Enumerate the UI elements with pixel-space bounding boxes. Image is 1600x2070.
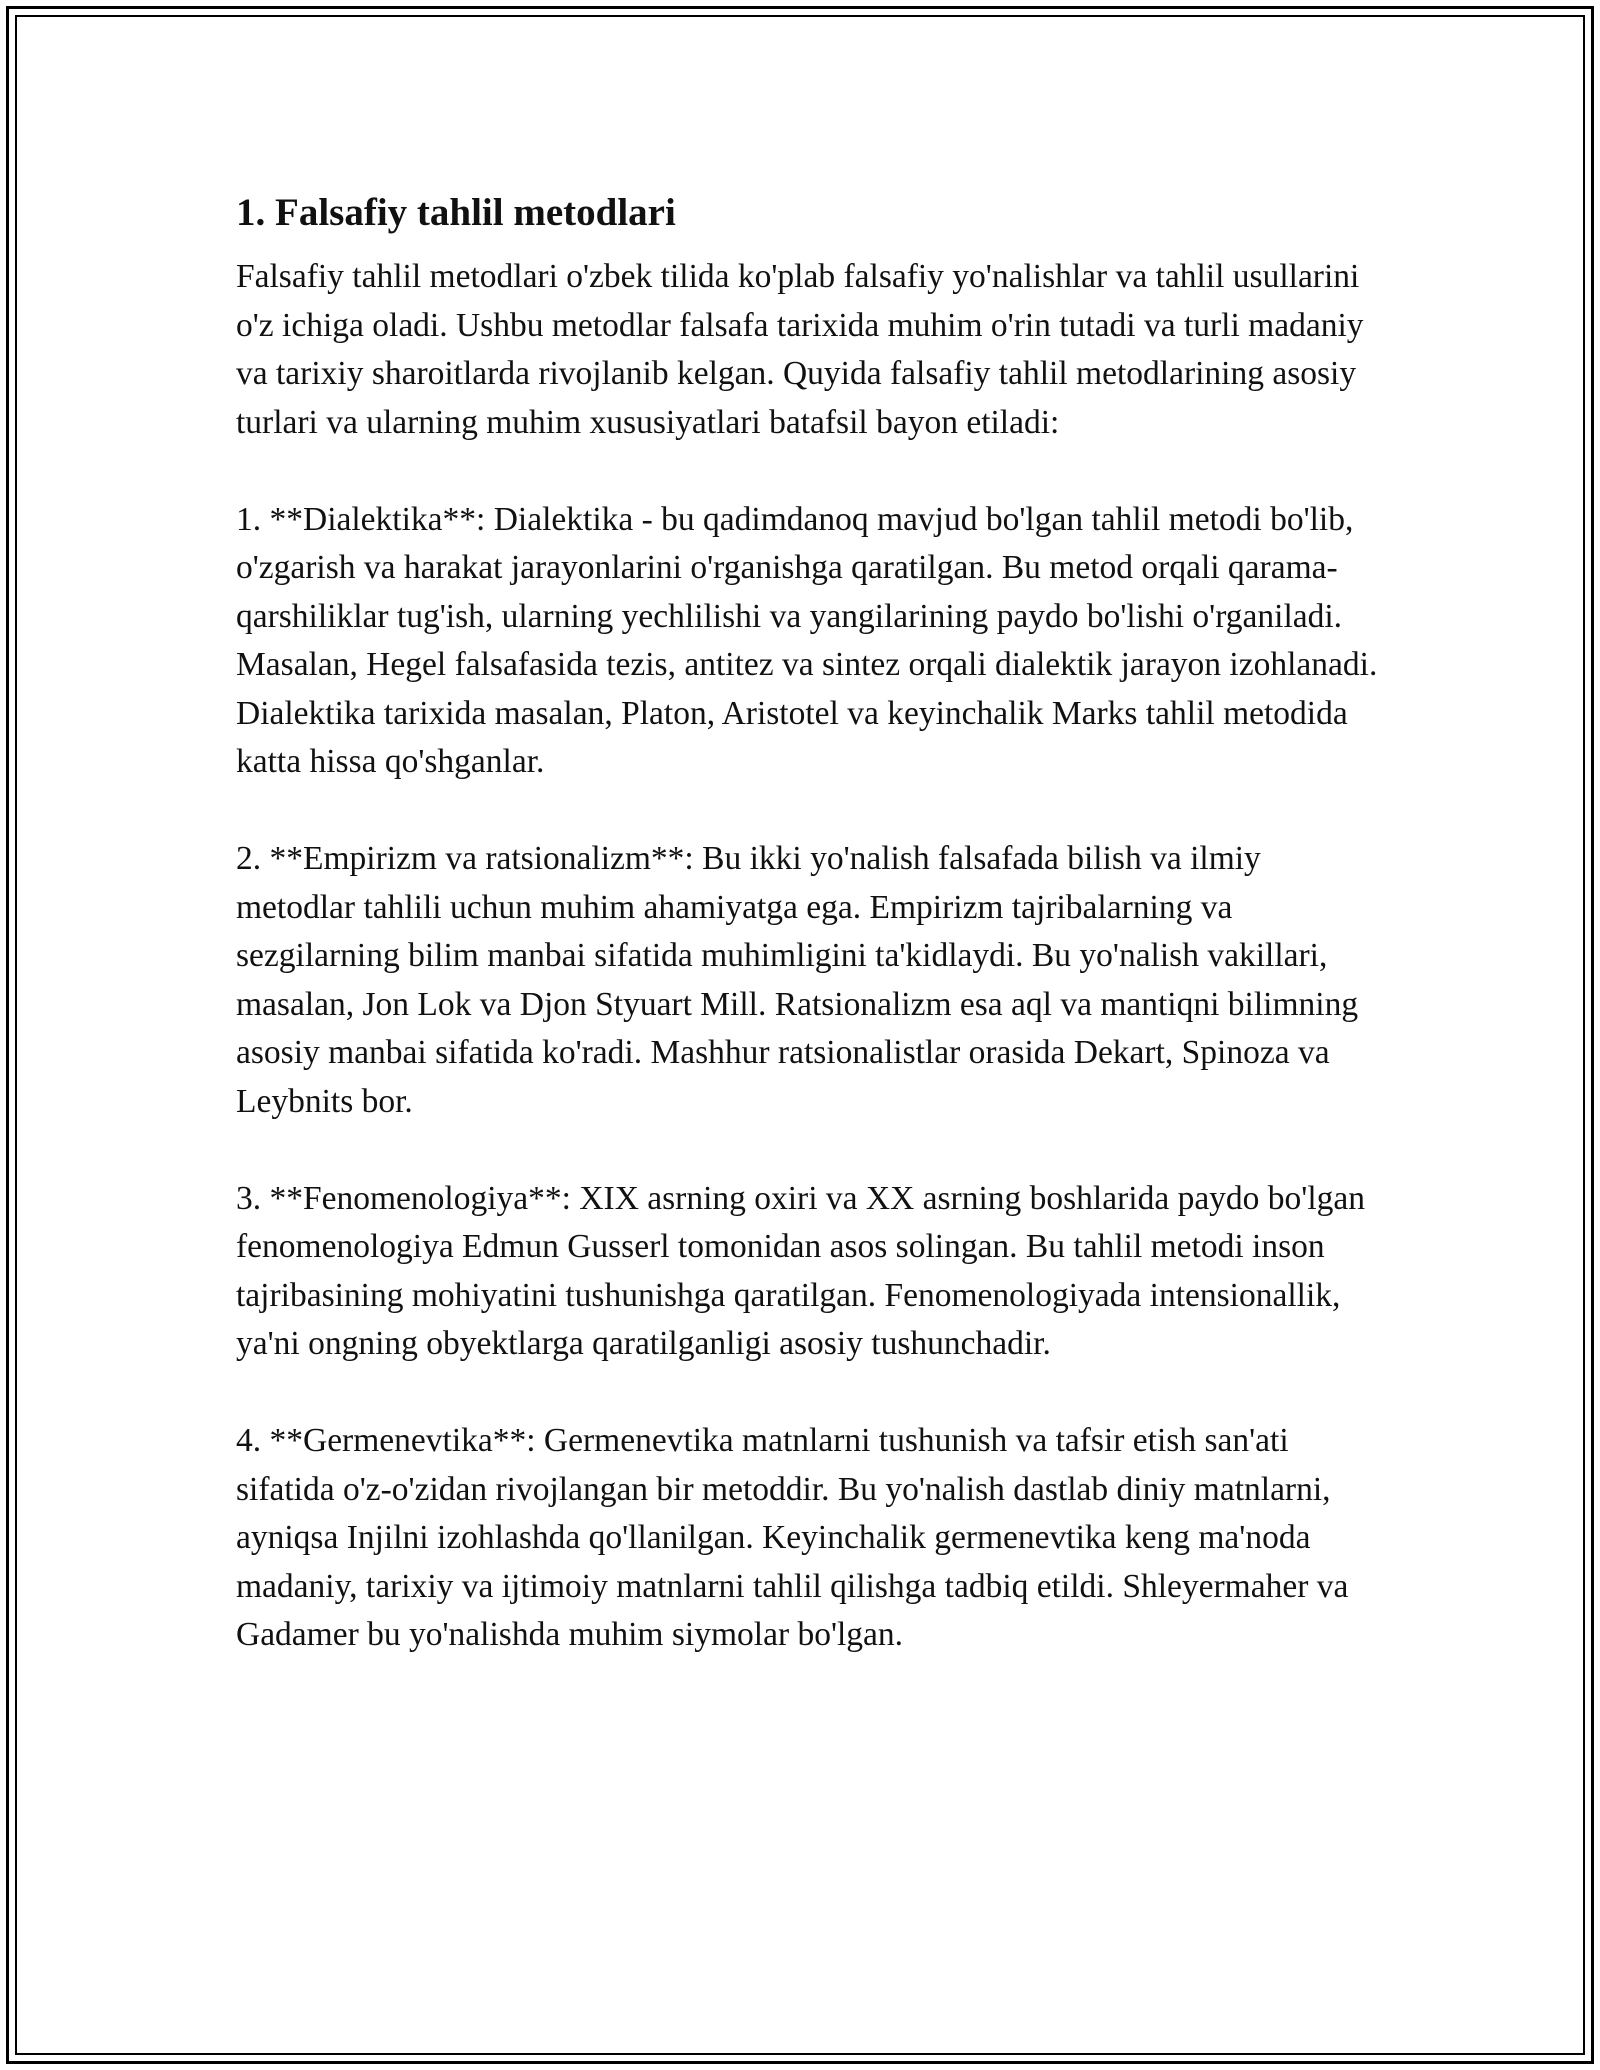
paragraph-fenomenologiya: 3. **Fenomenologiya**: XIX asrning oxiri va XX asrning boshlarida paydo bo'lgan fenomenologiya Edmun Gusserl tomonidan asos solingan. Bu tahlil metodi inson tajribasining mohiyatini tushunishga qaratilgan. Fenomenologiyada intensionallik, ya'ni ongning obyektlarga qaratilganligi asosiy tushunchadir. — [236, 1179, 1366, 1362]
paragraph-empirizm-ratsionalizm: 2. **Empirizm va ratsionalizm**: Bu ikki yo'nalish falsafada bilish va ilmiy metodlar tahlili uchun muhim ahamiyatga ega. Empirizm tajribalarning va sezgilarning bilim manbai sifatida muhimligini ta'kidlaydi. Bu yo'nalish vakillari, masalan, Jon Lok va Djon Styuart Mill. Ratsionalizm esa aql va mantiqni bilimning asosiy manbai sifatida ko'radi. Mashhur ratsionalistlar orasida Dekart, Spinoza va Leybnits bor. — [236, 840, 1359, 1120]
paragraph-dialektika: 1. **Dialektika**: Dialektika - bu qadimdanoq mavjud bo'lgan tahlil metodi bo'lib, o'zgarish va harakat jarayonlarini o'rganishga qaratilgan. Bu metod orqali qarama-qarshiliklar tug'ish, ularning yechlilishi va yangilarining paydo bo'lishi o'rganiladi. Masalan, Hegel falsafasida tezis, antitez va sintez orqali dialektik jarayon izohlanadi. Dialektika tarixida masalan, Platon, Aristotel va keyinchalik Marks tahlil metodida katta hissa qo'shganlar. — [236, 500, 1378, 780]
paragraph-germenevtika: 4. **Germenevtika**: Germenevtika matnlarni tushunish va tafsir etish san'ati sifatida o'z-o'zidan rivojlangan bir metoddir. Bu yo'nalish dastlab diniy matnlarni, ayniqsa Injilni izohlashda qo'llanilgan. Keyinchalik germenevtika keng ma'noda madaniy, tarixiy va ijtimoiy matnlarni tahlil qilishga tadbiq etildi. Shleyermaher va Gadamer bu yo'nalishda muhim siymolar bo'lgan. — [236, 1422, 1349, 1653]
document-body — [236, 185, 1386, 1660]
intro-paragraph: Falsafiy tahlil metodlari o'zbek tilida ko'plab falsafiy yo'nalishlar va tahlil usullarini o'z ichiga oladi. Ushbu metodlar falsafa tarixida muhim o'rin tutadi va turli madaniy va tarixiy sharoitlarda rivojlanib kelgan. Quyida falsafiy tahlil metodlarining asosiy turlari va ularning muhim xususiyatlari batafsil bayon etiladi: — [236, 258, 1364, 441]
section-title: 1. Falsafiy tahlil metodlari — [236, 191, 676, 234]
